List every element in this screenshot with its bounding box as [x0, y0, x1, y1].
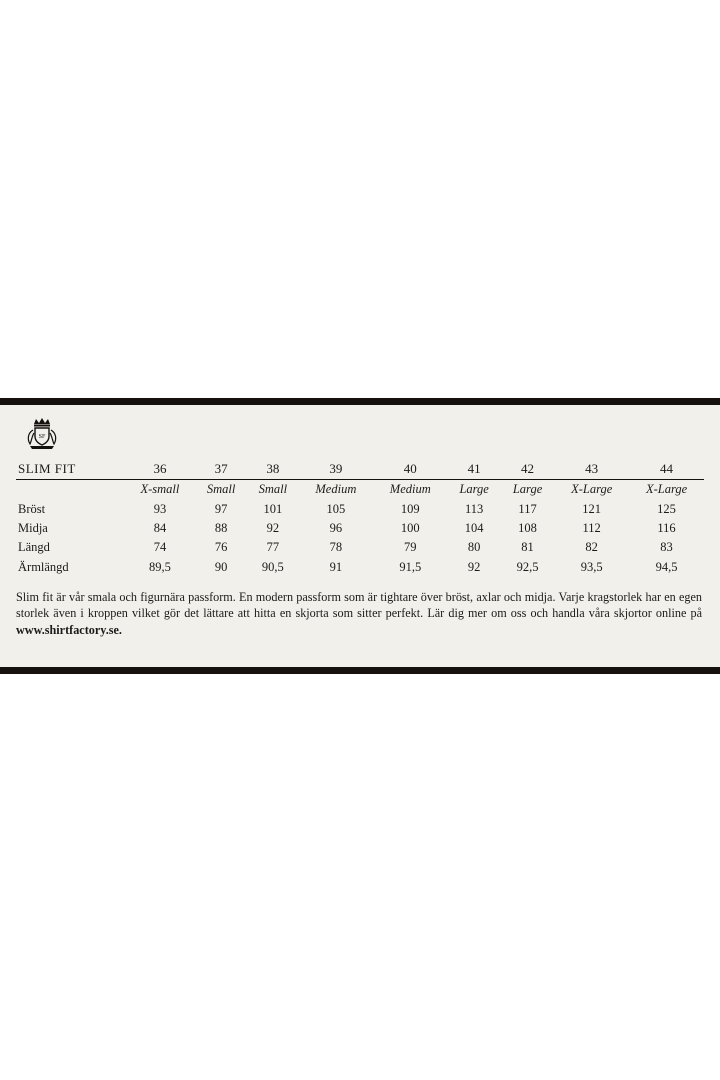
measure-value: 91,5 [399, 559, 422, 574]
measure-value: 104 [464, 520, 484, 535]
shirt-factory-crest-icon [16, 416, 68, 458]
measure-value: 93 [153, 501, 167, 516]
measure-value: 83 [660, 540, 673, 555]
collar-size-cell: 42 [521, 461, 535, 476]
size-name-spacer [16, 480, 125, 499]
measure-value: 84 [153, 520, 167, 535]
measure-value: 77 [266, 540, 280, 555]
size-chart-inner [0, 405, 720, 667]
measure-value: 80 [467, 540, 481, 555]
measure-label: Midja [18, 520, 48, 535]
measure-value: 78 [329, 540, 343, 555]
measure-value: 109 [400, 501, 420, 516]
collar-size-cell: 37 [214, 461, 228, 476]
measure-value: 76 [214, 540, 228, 555]
size-name-cell: Small [258, 482, 288, 497]
fit-description-text: Slim fit är vår smala och figurnära passform. En modern passform som är tightare över bröst, axlar och midja. Varje kragstorlek har en egen storlek även i kroppen vilket gör det lättare att hitta en skjorta som sitter perfekt. Lär dig mer om oss och handla våra skjortor online på [16, 590, 702, 621]
measure-value: 96 [329, 520, 343, 535]
collar-size-cell: 38 [266, 461, 280, 476]
size-name-cell: Large [512, 482, 543, 497]
size-chart-card [0, 398, 720, 674]
measure-label: Längd [18, 540, 50, 555]
size-name-row [16, 480, 704, 499]
collar-size-cell: 43 [585, 461, 599, 476]
collar-size-cell: 40 [403, 461, 417, 476]
collar-size-cell: 41 [467, 461, 481, 476]
measure-value: 93,5 [580, 559, 603, 574]
fit-title: SLIM FIT [18, 461, 76, 476]
measure-value: 82 [585, 540, 598, 555]
table-row [16, 519, 704, 538]
measure-value: 117 [518, 501, 537, 516]
measure-value: 92 [266, 520, 280, 535]
size-name-cell: X-Large [571, 482, 613, 497]
measure-value: 90 [214, 559, 228, 574]
measure-value: 121 [582, 501, 602, 516]
measure-value: 105 [326, 501, 346, 516]
measure-value: 101 [263, 501, 283, 516]
size-name-cell: Large [459, 482, 489, 497]
measure-label: Ärmlängd [18, 559, 69, 574]
size-chart-table [16, 459, 704, 577]
table-row [16, 500, 704, 519]
size-name-cell: Medium [389, 482, 431, 497]
website-link[interactable]: www.shirtfactory.se. [16, 622, 122, 637]
measure-value: 112 [582, 520, 601, 535]
measure-value: 94,5 [655, 559, 678, 574]
collar-size-cell: 44 [660, 461, 674, 476]
measure-value: 74 [153, 540, 167, 555]
measure-value: 89,5 [149, 559, 171, 574]
measure-value: 79 [404, 540, 417, 555]
measure-label: Bröst [18, 501, 46, 516]
size-name-cell: X-small [140, 482, 180, 497]
measure-value: 88 [214, 520, 228, 535]
measure-value: 116 [657, 520, 676, 535]
table-row [16, 538, 704, 557]
size-name-cell: Small [206, 482, 236, 497]
measure-value: 91 [329, 559, 343, 574]
collar-size-cell: 39 [329, 461, 343, 476]
size-name-cell: Medium [315, 482, 357, 497]
measure-value: 90,5 [261, 559, 284, 574]
logo-row [16, 415, 704, 459]
measure-value: 113 [465, 501, 484, 516]
measure-value: 125 [657, 501, 676, 516]
measure-value: 97 [214, 501, 228, 516]
table-row [16, 558, 704, 577]
measure-value: 81 [521, 540, 534, 555]
collar-size-cell: 36 [153, 461, 167, 476]
svg-text:SF: SF [38, 434, 46, 440]
measure-value: 100 [400, 520, 420, 535]
collar-size-header-row [16, 459, 704, 479]
measure-value: 92 [467, 559, 481, 574]
fit-description [16, 589, 704, 638]
measure-value: 108 [518, 520, 537, 535]
size-name-cell: X-Large [645, 482, 688, 497]
measure-value: 92,5 [516, 559, 539, 574]
